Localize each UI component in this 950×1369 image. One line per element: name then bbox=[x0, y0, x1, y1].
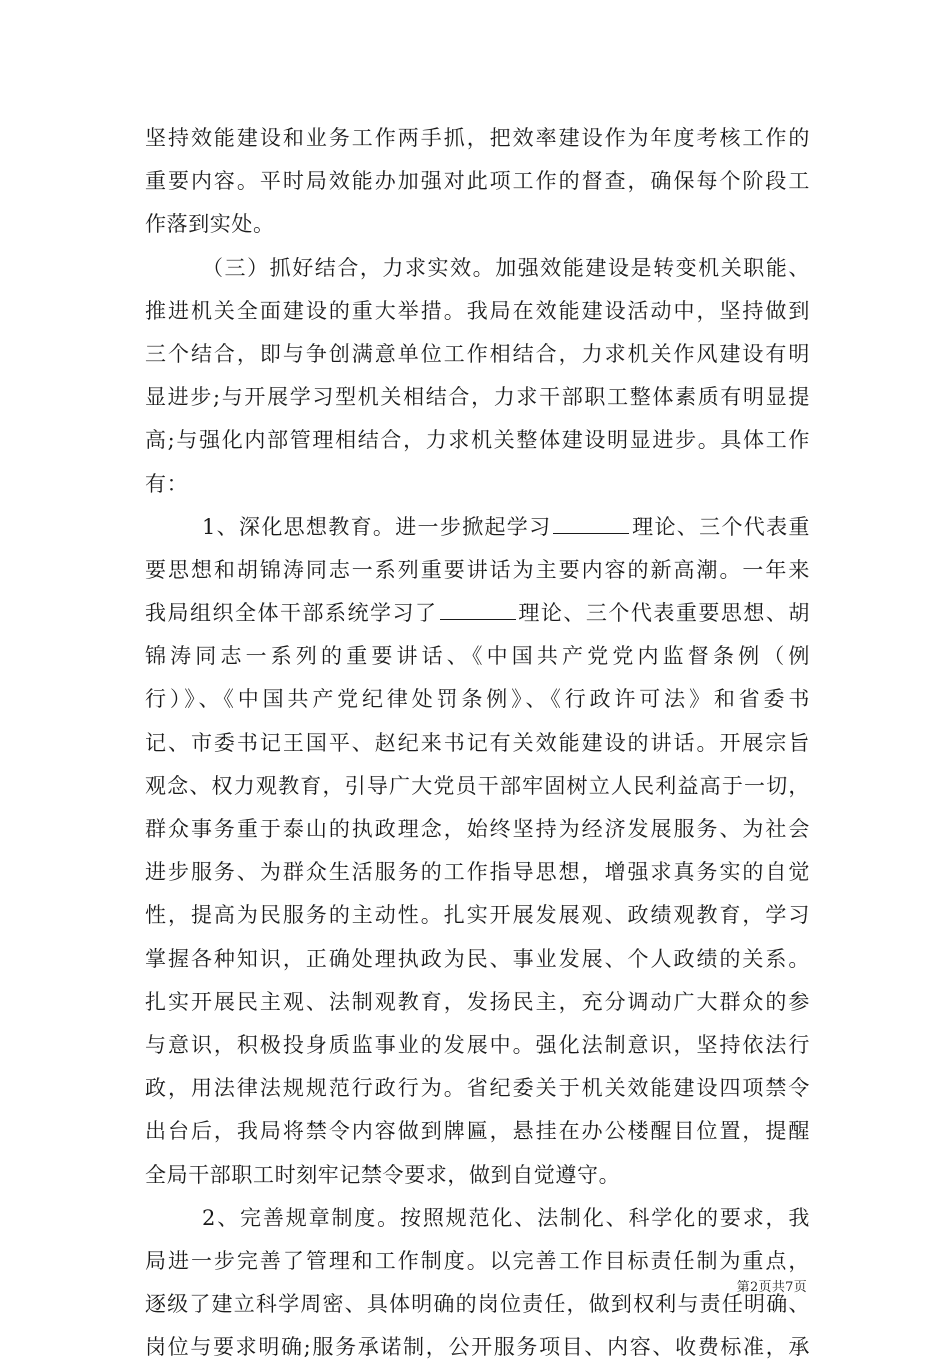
text-segment: 我局组织全体干部系统学习了 bbox=[145, 601, 438, 626]
text-line: 重要内容。平时局效能办加强对此项工作的督查，确保每个阶段工 bbox=[145, 169, 810, 194]
text-line: 记、市委书记王国平、赵纪来书记有关效能建设的讲话。开展宗旨 bbox=[145, 730, 810, 755]
text-segment: 理论、三个代表重 bbox=[631, 514, 810, 539]
text-line: 群众事务重于泰山的执政理念，始终坚持为经济发展服务、为社会 bbox=[145, 817, 810, 841]
text-segment: 1、深化思想教育。进一步掀起学习 bbox=[202, 514, 552, 539]
text-line: 与意识，积极投身质监事业的发展中。强化法制意识，坚持依法行 bbox=[145, 1032, 810, 1057]
text-line: 逐级了建立科学周密、具体明确的岗位责任，做到权利与责任明确、 bbox=[145, 1292, 810, 1317]
text-line bbox=[145, 506, 810, 549]
text-line: 观念、权力观教育，引导广大党员干部牢固树立人民利益高于一切， bbox=[145, 773, 810, 798]
text-segment: 理论、三个代表重要思想、胡 bbox=[517, 601, 810, 626]
page-number-footer: 第2页共7页 bbox=[736, 1280, 807, 1295]
text-line bbox=[145, 592, 810, 635]
text-line: 有： bbox=[145, 471, 189, 496]
text-line: 作落到实处。 bbox=[145, 212, 275, 237]
text-line: 局进一步完善了管理和工作制度。以完善工作目标责任制为重点， bbox=[145, 1248, 810, 1273]
text-line: 行）》、《中国共产党纪律处罚条例》、《行政许可法》和省委书 bbox=[145, 687, 810, 712]
text-line: 进步服务、为群众生活服务的工作指导思想，增强求真务实的自觉 bbox=[145, 860, 810, 885]
text-line: 锦涛同志一系列的重要讲话、《中国共产党党内监督条例（例 bbox=[145, 644, 810, 669]
text-line: 性，提高为民服务的主动性。扎实开展发展观、政绩观教育，学习 bbox=[145, 903, 810, 928]
text-line: 要思想和胡锦涛同志一系列重要讲话为主要内容的新高潮。一年来 bbox=[145, 557, 810, 582]
text-line: 政，用法律法规规范行政行为。省纪委关于机关效能建设四项禁令 bbox=[145, 1076, 810, 1101]
text-line: 全局干部职工时刻牢记禁令要求，做到自觉遵守。 bbox=[145, 1162, 621, 1187]
text-line: 岗位与要求明确;服务承诺制，公开服务项目、内容、收费标准，承 bbox=[145, 1335, 810, 1360]
body-text bbox=[145, 117, 810, 1369]
text-line: 显进步;与开展学习型机关相结合，力求干部职工整体素质有明显提 bbox=[145, 385, 810, 410]
text-line: 坚持效能建设和业务工作两手抓，把效率建设作为年度考核工作的 bbox=[145, 126, 810, 150]
text-line: 推进机关全面建设的重大举措。我局在效能建设活动中，坚持做到 bbox=[145, 298, 810, 323]
text-line: 出台后，我局将禁令内容做到牌匾，悬挂在办公楼醒目位置，提醒 bbox=[145, 1119, 810, 1144]
text-line: 三个结合，即与争创满意单位工作相结合，力求机关作风建设有明 bbox=[145, 341, 810, 366]
text-line: 2、完善规章制度。按照规范化、法制化、科学化的要求，我 bbox=[202, 1205, 810, 1230]
blank-underline bbox=[553, 515, 629, 534]
text-line: 高;与强化内部管理相结合，力求机关整体建设明显进步。具体工作 bbox=[145, 428, 810, 453]
blank-underline bbox=[440, 601, 516, 620]
text-line: （三）抓好结合，力求实效。加强效能建设是转变机关职能、 bbox=[202, 255, 810, 280]
text-line: 掌握各种知识，正确处理执政为民、事业发展、个人政绩的关系。 bbox=[145, 946, 810, 971]
text-line: 扎实开展民主观、法制观教育，发扬民主，充分调动广大群众的参 bbox=[145, 989, 810, 1014]
